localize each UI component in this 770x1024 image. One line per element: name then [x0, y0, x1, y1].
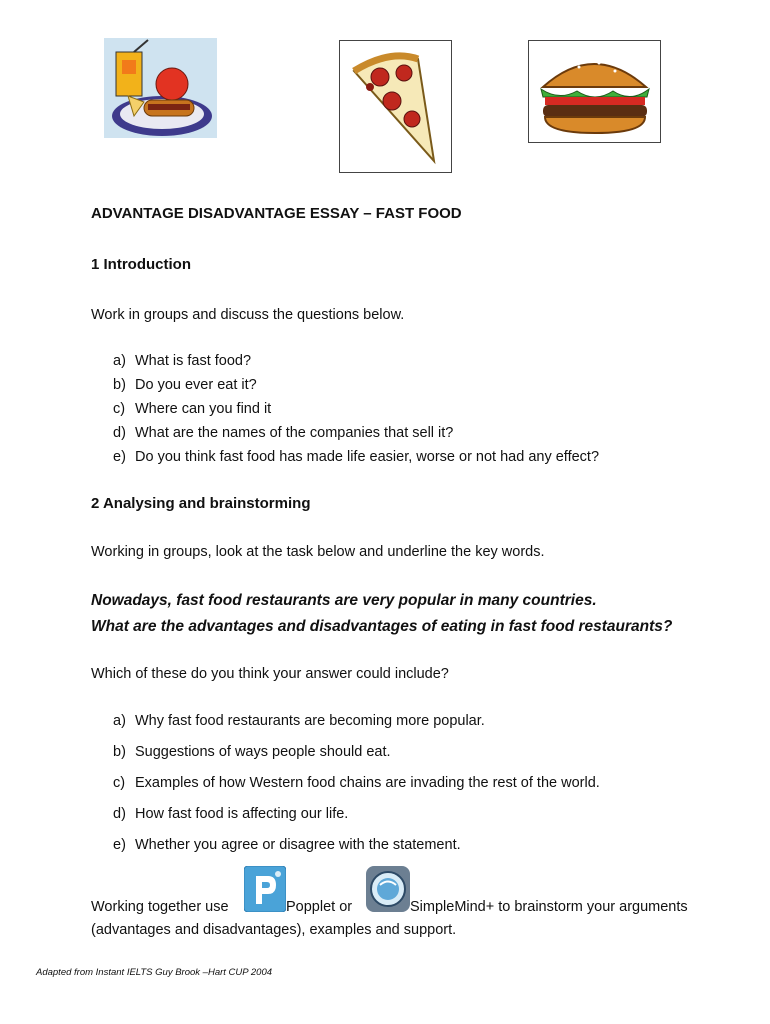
list-item: c) Where can you find it	[113, 401, 272, 417]
task-statement: Nowadays, fast food restaurants are very popular in many countries.	[91, 592, 597, 609]
list-item: d) What are the names of the companies that sell it?	[113, 425, 454, 441]
footer-credit: Adapted from Instant IELTS Guy Brook –Hart CUP 2004	[36, 967, 273, 978]
task-question: What are the advantages and disadvantages of eating in fast food restaurants?	[91, 618, 673, 635]
list-item: d) How fast food is affecting our life.	[113, 806, 349, 822]
tools-prefix: Working together use	[91, 899, 229, 915]
list-item: a) What is fast food?	[113, 353, 252, 369]
question-text: Which of these do you think your answer could include?	[91, 666, 449, 682]
simplemind-label: SimpleMind+ to brainstorm your arguments	[410, 899, 688, 915]
lunch-plate-icon	[104, 38, 217, 138]
section-heading: 2 Analysing and brainstorming	[91, 495, 311, 512]
list-item: c) Examples of how Western food chains are invading the rest of the world.	[113, 775, 600, 791]
tools-line-2: (advantages and disadvantages), examples and support.	[91, 922, 457, 938]
popplet-icon	[244, 866, 286, 912]
list-item: e) Do you think fast food has made life easier, worse or not had any effect?	[113, 449, 600, 465]
list-item: e) Whether you agree or disagree with the statement.	[113, 837, 461, 853]
instruction-text: Work in groups and discuss the questions below.	[91, 307, 405, 323]
instruction-text: Working in groups, look at the task below and underline the key words.	[91, 544, 545, 560]
pizza-slice-icon	[339, 40, 452, 173]
list-item: b) Suggestions of ways people should eat.	[113, 744, 391, 760]
list-item: a) Why fast food restaurants are becoming more popular.	[113, 713, 485, 729]
simplemind-icon	[366, 866, 410, 912]
section-heading: 1 Introduction	[91, 256, 191, 273]
popplet-label: Popplet or	[286, 899, 353, 915]
hamburger-icon	[528, 40, 661, 143]
list-item: b) Do you ever eat it?	[113, 377, 257, 393]
page-title: ADVANTAGE DISADVANTAGE ESSAY – FAST FOOD	[91, 205, 462, 222]
